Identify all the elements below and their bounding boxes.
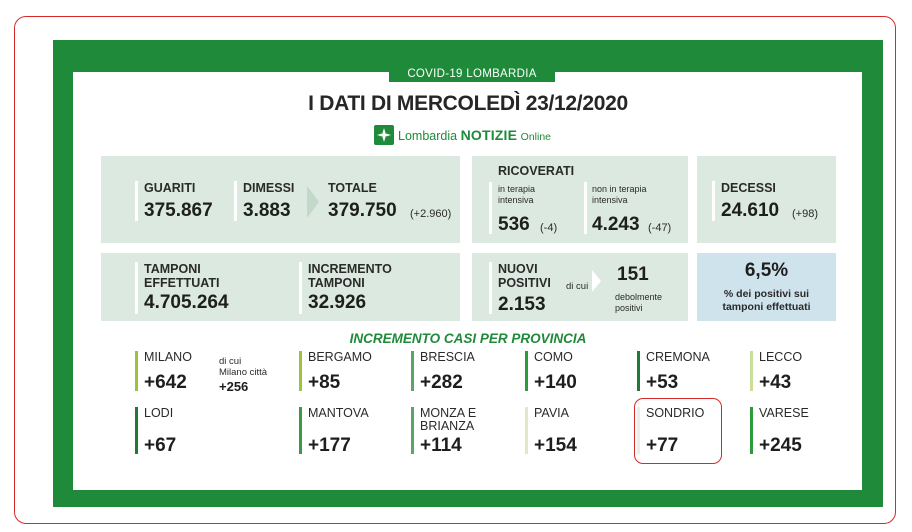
province-name: MILANO: [144, 350, 192, 364]
divider-bar: [135, 262, 138, 314]
province-bar: [525, 407, 528, 454]
arrow-right-icon: [592, 270, 601, 292]
decessi-delta: (+98): [792, 208, 818, 220]
province-value: +67: [144, 435, 177, 456]
province-bar: [135, 351, 138, 391]
terapia-intensiva-delta: (-4): [540, 222, 558, 234]
decessi-value: 24.610: [721, 200, 780, 221]
totale-label: TOTALE: [328, 181, 377, 195]
province-value: +282: [420, 372, 463, 393]
province-name: LODI: [144, 406, 174, 420]
terapia-intensiva-label: in terapia intensiva: [498, 184, 536, 205]
province-name: MONZA E BRIANZA: [420, 406, 477, 433]
divider-bar: [234, 181, 237, 221]
province-value: +85: [308, 372, 341, 393]
nuovi-positivi-value: 2.153: [498, 294, 546, 315]
brand-logo-lockup: [374, 124, 551, 146]
milano-note-line: Milano città: [219, 367, 268, 378]
province-pavia: [525, 407, 625, 454]
province-mantova: [299, 407, 399, 454]
page-title: I DATI DI MERCOLEDÌ 23/12/2020: [308, 92, 628, 115]
province-bar: [411, 407, 414, 454]
province-name: LECCO: [759, 350, 803, 364]
province-value: +43: [759, 372, 792, 393]
terapia-intensiva-value: 536: [498, 214, 530, 235]
province-name: SONDRIO: [646, 406, 705, 420]
tamponi-label: TAMPONI EFFETTUATI: [144, 262, 220, 290]
divider-bar: [489, 182, 492, 234]
dimessi-label: DIMESSI: [243, 181, 295, 195]
divider-bar: [135, 181, 138, 221]
province-name: COMO: [534, 350, 573, 364]
province-value: +642: [144, 372, 187, 393]
divider-bar: [299, 262, 302, 314]
divider-bar: [712, 181, 715, 221]
province-lodi: [135, 407, 215, 454]
province-lecco: [750, 351, 830, 391]
milano-note-line: di cui: [219, 356, 242, 367]
province-name: BRESCIA: [420, 350, 475, 364]
province-como: [525, 351, 625, 391]
ricoverati-label: RICOVERATI: [498, 164, 575, 178]
province-value: +53: [646, 372, 679, 393]
province-bar: [637, 351, 640, 391]
provinces-title: INCREMENTO CASI PER PROVINCIA: [349, 331, 587, 346]
province-name: VARESE: [759, 406, 809, 420]
debolmente-label: debolmente positivi: [615, 292, 663, 313]
nuovi-positivi-label: NUOVI POSITIVI: [498, 262, 551, 290]
province-bergamo: [299, 351, 399, 391]
province-brescia: [411, 351, 511, 391]
tamponi-value: 4.705.264: [144, 292, 229, 313]
province-value: +114: [420, 435, 462, 456]
arrow-right-icon: [307, 186, 319, 218]
province-value: +77: [646, 435, 679, 456]
province-name: CREMONA: [646, 350, 710, 364]
milano-citta-value: +256: [219, 379, 249, 394]
province-name: BERGAMO: [308, 350, 372, 364]
totale-value: 379.750: [328, 200, 397, 221]
non-terapia-intensiva-delta: (-47): [648, 222, 672, 234]
province-milano: [135, 351, 215, 391]
province-bar: [750, 407, 753, 454]
province-value: +140: [534, 372, 577, 393]
province-name: MANTOVA: [308, 406, 369, 420]
totale-delta: (+2.960): [410, 208, 452, 220]
province-value: +245: [759, 435, 802, 456]
province-bar: [411, 351, 414, 391]
decessi-label: DECESSI: [721, 181, 776, 195]
province-varese: [750, 407, 830, 454]
incremento-label: INCREMENTO TAMPONI: [308, 262, 392, 290]
brand-online: Online: [520, 131, 552, 143]
divider-bar: [489, 262, 492, 314]
province-bar: [299, 351, 302, 391]
guariti-label: GUARITI: [144, 181, 196, 195]
guariti-value: 375.867: [144, 200, 213, 221]
brand-notizie: NOTIZIE: [460, 127, 518, 143]
province-value: +154: [534, 435, 577, 456]
province-bar: [135, 407, 138, 454]
incremento-value: 32.926: [308, 292, 367, 313]
header-ribbon: COVID-19 LOMBARDIA: [389, 66, 555, 82]
province-name: PAVIA: [534, 406, 569, 420]
lombardia-rose-icon: [374, 125, 394, 145]
milano-citta-note: [219, 356, 279, 378]
province-bar: [750, 351, 753, 391]
non-terapia-intensiva-label: non in terapia intensiva: [592, 184, 647, 205]
non-terapia-intensiva-value: 4.243: [592, 214, 640, 235]
positivity-rate-label: % dei positivi sui tamponi effettuati: [722, 288, 811, 313]
province-monza-brianza: [411, 407, 511, 454]
province-cremona: [637, 351, 737, 391]
debolmente-value: 151: [617, 264, 649, 285]
province-bar: [525, 351, 528, 391]
province-value: +177: [308, 435, 351, 456]
di-cui-label: di cui: [566, 281, 589, 292]
divider-bar: [584, 182, 587, 234]
brand-name: Lombardia NOTIZIE Online: [398, 127, 552, 143]
dimessi-value: 3.883: [243, 200, 291, 221]
sondrio-highlight-outline: [634, 398, 722, 464]
province-bar: [299, 407, 302, 454]
positivity-rate-value: 6,5%: [744, 260, 789, 281]
